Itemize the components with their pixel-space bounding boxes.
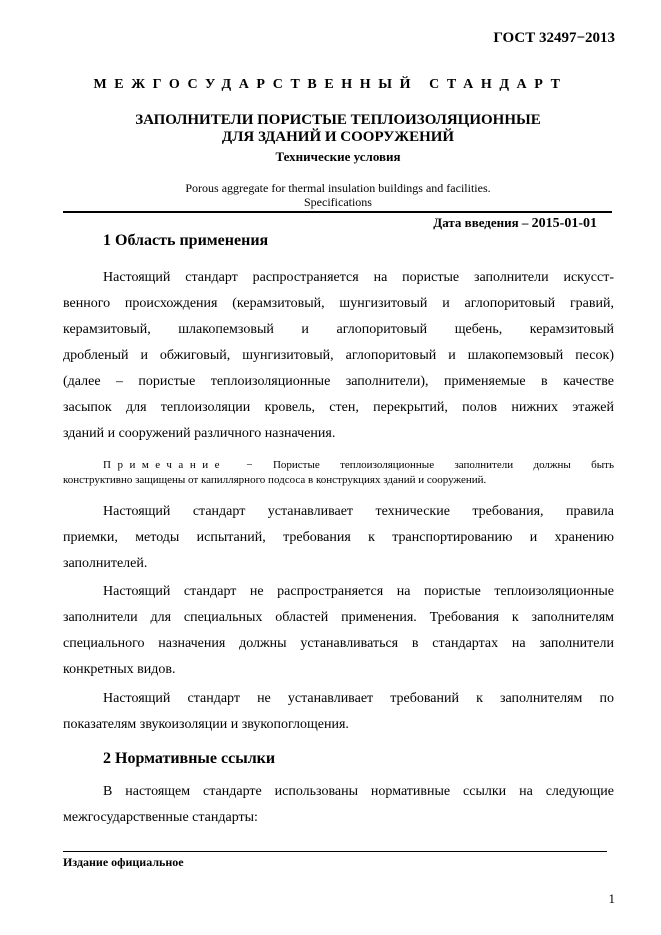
text-line: Настоящий стандарт распространяется на пористые заполнители искусст- bbox=[103, 270, 614, 285]
text-line: заполнителей. bbox=[63, 556, 148, 571]
title-divider bbox=[63, 211, 612, 213]
intro-date-value: 2015-01-01 bbox=[531, 216, 597, 231]
text-line: приемки, методы испытаний, требования к транспортированию и хранению bbox=[63, 530, 614, 545]
section-1-paragraph-3 bbox=[63, 579, 614, 683]
text-line: (далее – пористые теплоизоляционные заполнители), применяемые в качестве bbox=[63, 374, 614, 389]
section-2-heading: 2 Нормативные ссылки bbox=[103, 750, 276, 767]
footer-divider bbox=[63, 851, 607, 852]
title-line-1: ЗАПОЛНИТЕЛИ ПОРИСТЫЕ ТЕПЛОИЗОЛЯЦИОННЫЕ bbox=[135, 112, 541, 128]
text-line: Настоящий стандарт устанавливает технические требования, правила bbox=[103, 504, 614, 519]
text-line: венного происхождения (керамзитовый, шунгизитовый и аглопоритовый гравий, bbox=[63, 296, 614, 311]
section-1-note bbox=[63, 458, 614, 488]
page-number: 1 bbox=[608, 891, 615, 906]
text-line: специального назначения должны устанавливаться в стандартах на заполнители bbox=[63, 636, 614, 651]
text-line: керамзитовый, шлакопемзовый и аглопоритовый щебень, керамзитовый bbox=[63, 322, 614, 337]
text-line: дробленый и обжиговый, шунгизитовый, аглопоритовый и шлакопемзовый песок) bbox=[63, 348, 614, 363]
title-english-line-1: Porous aggregate for thermal insulation buildings and facilities. bbox=[185, 181, 491, 195]
section-1-paragraph-1 bbox=[63, 265, 614, 447]
section-2-paragraph-1 bbox=[63, 779, 614, 831]
note-line bbox=[63, 458, 614, 473]
official-edition: Издание официальное bbox=[63, 855, 184, 869]
text-line: засыпок для теплоизоляции кровель, стен, перекрытий, полов нижних этажей bbox=[63, 400, 614, 415]
section-1-paragraph-4 bbox=[63, 686, 614, 738]
text-line: зданий и сооружений различного назначения. bbox=[63, 426, 336, 441]
title-english-line-2: Specifications bbox=[304, 195, 372, 209]
section-1-paragraph-2 bbox=[63, 499, 614, 577]
intro-date bbox=[433, 215, 597, 232]
text-line: межгосударственные стандарты: bbox=[63, 810, 258, 825]
title-line-2: ДЛЯ ЗДАНИЙ И СООРУЖЕНИЙ bbox=[221, 129, 455, 145]
note-text: − Пористые теплоизоляционные заполнители должны быть bbox=[225, 459, 614, 471]
text-line: В настоящем стандарте использованы нормативные ссылки на следующие bbox=[103, 784, 614, 799]
document-code: ГОСТ 32497−2013 bbox=[493, 30, 615, 46]
text-line: показателям звукоизоляции и звукопоглощения. bbox=[63, 717, 349, 732]
text-line: Настоящий стандарт не устанавливает требований к заполнителям по bbox=[103, 691, 614, 706]
text-line: конкретных видов. bbox=[63, 662, 176, 677]
text-line: заполнители для специальных областей применения. Требования к заполнителям bbox=[63, 610, 614, 625]
standard-type: МЕЖГОСУДАРСТВЕННЫЙ СТАНДАРТ bbox=[93, 77, 568, 92]
section-1-heading: 1 Область применения bbox=[103, 232, 269, 249]
note-line: конструктивно защищены от капиллярного подсоса в конструкциях зданий и сооружений. bbox=[63, 474, 487, 486]
note-label: Примечание bbox=[103, 459, 226, 471]
title-subtitle: Технические условия bbox=[275, 149, 401, 164]
text-line: Настоящий стандарт не распространяется на пористые теплоизоляционные bbox=[103, 584, 614, 599]
intro-date-label: Дата введения – bbox=[433, 215, 529, 230]
